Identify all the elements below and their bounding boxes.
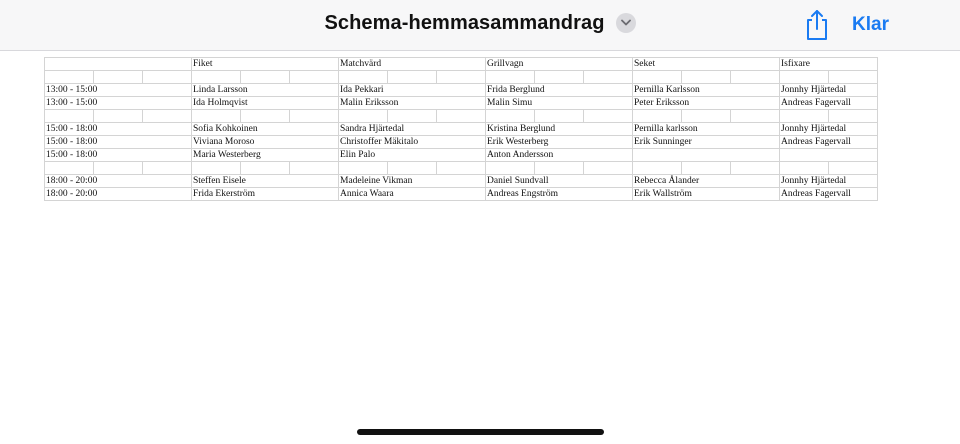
empty-cell[interactable] bbox=[780, 162, 829, 175]
name-cell[interactable]: Jonnhy Hjärtedal bbox=[780, 123, 878, 136]
time-cell[interactable]: 13:00 - 15:00 bbox=[45, 97, 192, 110]
name-cell[interactable]: Jonnhy Hjärtedal bbox=[780, 175, 878, 188]
table-row bbox=[45, 188, 878, 201]
name-cell[interactable]: Kristina Berglund bbox=[486, 123, 633, 136]
column-header[interactable]: Grillvagn bbox=[486, 58, 633, 71]
name-cell[interactable]: Andreas Fagervall bbox=[780, 188, 878, 201]
empty-cell[interactable] bbox=[143, 162, 192, 175]
name-cell[interactable]: Maria Westerberg bbox=[192, 149, 339, 162]
empty-cell[interactable] bbox=[241, 162, 290, 175]
name-cell[interactable]: Pernilla karlsson bbox=[633, 123, 780, 136]
table-row bbox=[45, 84, 878, 97]
empty-cell[interactable] bbox=[290, 71, 339, 84]
empty-cell[interactable] bbox=[94, 162, 143, 175]
empty-cell[interactable] bbox=[437, 162, 486, 175]
empty-cell[interactable] bbox=[682, 162, 731, 175]
empty-cell[interactable] bbox=[829, 71, 878, 84]
empty-cell[interactable] bbox=[290, 162, 339, 175]
navigation-bar bbox=[0, 0, 960, 51]
name-cell[interactable]: Frida Ekerström bbox=[192, 188, 339, 201]
empty-cell[interactable] bbox=[94, 110, 143, 123]
empty-cell[interactable] bbox=[241, 110, 290, 123]
home-indicator bbox=[357, 429, 604, 435]
name-cell[interactable]: Andreas Fagervall bbox=[780, 97, 878, 110]
name-cell[interactable] bbox=[633, 149, 780, 162]
name-cell[interactable]: Pernilla Karlsson bbox=[633, 84, 780, 97]
time-cell[interactable]: 13:00 - 15:00 bbox=[45, 84, 192, 97]
name-cell[interactable]: Frida Berglund bbox=[486, 84, 633, 97]
name-cell[interactable]: Jonnhy Hjärtedal bbox=[780, 84, 878, 97]
spacer-row bbox=[45, 110, 878, 123]
name-cell[interactable]: Daniel Sundvall bbox=[486, 175, 633, 188]
empty-cell[interactable] bbox=[94, 71, 143, 84]
name-cell[interactable]: Elin Palo bbox=[339, 149, 486, 162]
empty-cell[interactable] bbox=[829, 162, 878, 175]
empty-cell[interactable] bbox=[486, 110, 535, 123]
empty-cell[interactable] bbox=[731, 71, 780, 84]
empty-cell[interactable] bbox=[486, 71, 535, 84]
time-cell[interactable]: 15:00 - 18:00 bbox=[45, 136, 192, 149]
empty-cell[interactable] bbox=[437, 110, 486, 123]
name-cell[interactable]: Sofia Kohkoinen bbox=[192, 123, 339, 136]
done-button[interactable]: Klar bbox=[852, 14, 889, 35]
empty-cell[interactable] bbox=[192, 110, 241, 123]
name-cell[interactable]: Linda Larsson bbox=[192, 84, 339, 97]
time-cell[interactable]: 15:00 - 18:00 bbox=[45, 149, 192, 162]
empty-cell[interactable] bbox=[780, 71, 829, 84]
empty-cell[interactable] bbox=[829, 110, 878, 123]
column-header[interactable]: Matchvärd bbox=[339, 58, 486, 71]
column-header[interactable]: Seket bbox=[633, 58, 780, 71]
empty-cell[interactable] bbox=[192, 162, 241, 175]
name-cell[interactable]: Viviana Moroso bbox=[192, 136, 339, 149]
name-cell[interactable]: Andreas Fagervall bbox=[780, 136, 878, 149]
name-cell[interactable]: Rebecca Ålander bbox=[633, 175, 780, 188]
empty-cell[interactable] bbox=[437, 71, 486, 84]
empty-cell[interactable] bbox=[535, 71, 584, 84]
empty-cell[interactable] bbox=[535, 110, 584, 123]
empty-cell[interactable] bbox=[682, 71, 731, 84]
empty-cell[interactable] bbox=[584, 71, 633, 84]
time-cell[interactable]: 18:00 - 20:00 bbox=[45, 175, 192, 188]
name-cell[interactable]: Erik Wallström bbox=[633, 188, 780, 201]
document-title[interactable]: Schema-hemmasammandrag bbox=[324, 12, 605, 34]
name-cell[interactable]: Christoffer Mäkitalo bbox=[339, 136, 486, 149]
schedule-table bbox=[44, 57, 878, 201]
name-cell[interactable]: Malin Eriksson bbox=[339, 97, 486, 110]
table-row bbox=[45, 175, 878, 188]
name-cell[interactable]: Madeleine Vikman bbox=[339, 175, 486, 188]
name-cell[interactable]: Ida Pekkari bbox=[339, 84, 486, 97]
empty-cell[interactable] bbox=[682, 110, 731, 123]
name-cell[interactable]: Ida Holmqvist bbox=[192, 97, 339, 110]
empty-cell[interactable] bbox=[731, 162, 780, 175]
table-row bbox=[45, 149, 878, 162]
empty-cell[interactable] bbox=[339, 71, 388, 84]
empty-cell[interactable] bbox=[388, 71, 437, 84]
empty-cell[interactable] bbox=[290, 110, 339, 123]
empty-cell[interactable] bbox=[388, 110, 437, 123]
empty-cell[interactable] bbox=[535, 162, 584, 175]
empty-cell[interactable] bbox=[45, 110, 94, 123]
empty-cell[interactable] bbox=[633, 71, 682, 84]
table-row bbox=[45, 123, 878, 136]
empty-cell[interactable] bbox=[731, 110, 780, 123]
name-cell[interactable]: Andreas Engström bbox=[486, 188, 633, 201]
name-cell[interactable]: Malin Simu bbox=[486, 97, 633, 110]
table-row bbox=[45, 136, 878, 149]
share-icon[interactable] bbox=[804, 9, 830, 41]
header-row bbox=[45, 58, 878, 71]
empty-cell[interactable] bbox=[143, 71, 192, 84]
empty-cell[interactable] bbox=[486, 162, 535, 175]
empty-cell[interactable] bbox=[780, 110, 829, 123]
name-cell[interactable]: Erik Westerberg bbox=[486, 136, 633, 149]
empty-cell[interactable] bbox=[633, 162, 682, 175]
name-cell[interactable]: Steffen Eisele bbox=[192, 175, 339, 188]
empty-cell[interactable] bbox=[192, 71, 241, 84]
name-cell[interactable]: Erik Sunninger bbox=[633, 136, 780, 149]
time-cell[interactable]: 18:00 - 20:00 bbox=[45, 188, 192, 201]
name-cell[interactable] bbox=[780, 149, 878, 162]
name-cell[interactable]: Sandra Hjärtedal bbox=[339, 123, 486, 136]
spacer-row bbox=[45, 71, 878, 84]
table-row bbox=[45, 97, 878, 110]
empty-cell[interactable] bbox=[45, 58, 192, 71]
time-cell[interactable]: 15:00 - 18:00 bbox=[45, 123, 192, 136]
name-cell[interactable]: Anton Andersson bbox=[486, 149, 633, 162]
chevron-down-icon[interactable] bbox=[616, 13, 636, 33]
name-cell[interactable]: Annica Waara bbox=[339, 188, 486, 201]
empty-cell[interactable] bbox=[584, 162, 633, 175]
column-header[interactable]: Isfixare bbox=[780, 58, 878, 71]
empty-cell[interactable] bbox=[45, 162, 94, 175]
empty-cell[interactable] bbox=[143, 110, 192, 123]
empty-cell[interactable] bbox=[45, 71, 94, 84]
empty-cell[interactable] bbox=[339, 162, 388, 175]
empty-cell[interactable] bbox=[584, 110, 633, 123]
spacer-row bbox=[45, 162, 878, 175]
empty-cell[interactable] bbox=[388, 162, 437, 175]
empty-cell[interactable] bbox=[339, 110, 388, 123]
empty-cell[interactable] bbox=[241, 71, 290, 84]
empty-cell[interactable] bbox=[633, 110, 682, 123]
name-cell[interactable]: Peter Eriksson bbox=[633, 97, 780, 110]
column-header[interactable]: Fiket bbox=[192, 58, 339, 71]
